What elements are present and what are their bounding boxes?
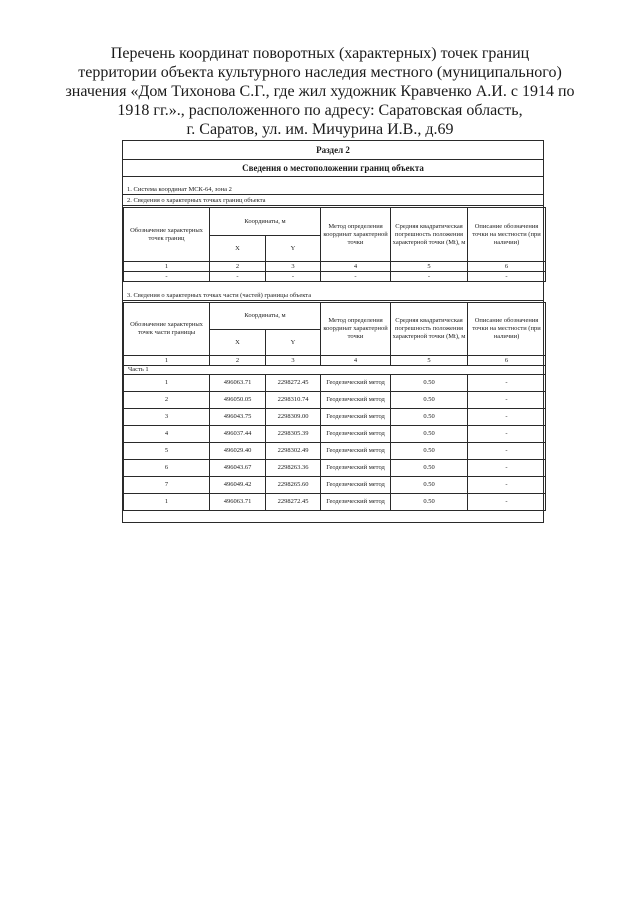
table-row [124,426,546,443]
header-method: Метод определения координат характерной точки [321,303,391,356]
error-cell: 0.50 [391,426,468,443]
method-cell: Геодезический метод [321,392,391,409]
description-cell: - [468,460,546,477]
point-cell: 4 [124,426,210,443]
column-number: 1 [124,356,210,366]
error-cell: 0.50 [391,460,468,477]
method-cell: Геодезический метод [321,426,391,443]
point-cell: 1 [124,375,210,392]
table2-caption: 3. Сведения о характерных точках части (частей) границы объекта [123,291,543,301]
error-cell: 0.50 [391,494,468,511]
title-line: 1918 гг.»., расположенного по адресу: Саратовская область, [117,102,523,119]
x-cell: 496029.40 [210,443,266,460]
method-cell: Геодезический метод [321,443,391,460]
x-cell: 496037.44 [210,426,266,443]
empty-cell: - [391,272,468,282]
title-line: г. Саратов, ул. им. Мичурина И.В., д.69 [186,121,454,138]
x-cell: 496063.71 [210,375,266,392]
column-number: 6 [468,356,546,366]
description-cell: - [468,494,546,511]
description-cell: - [468,409,546,426]
table-part-body [124,375,546,511]
column-number: 4 [321,262,391,272]
header-description: Описание обозначения точки на местности (при наличии) [468,303,546,356]
method-cell: Геодезический метод [321,494,391,511]
coordinate-system-line: 1. Система координат МСК-64, зона 2 [123,185,543,195]
table-row [124,443,546,460]
table-boundary-points [123,207,546,282]
empty-cell: - [124,272,210,282]
column-number: 3 [266,262,321,272]
method-cell: Геодезический метод [321,375,391,392]
error-cell: 0.50 [391,392,468,409]
title-line: значения «Дом Тихонова С.Г., где жил художник Кравченко А.И. с 1914 по [65,83,575,100]
table-row [124,460,546,477]
point-cell: 7 [124,477,210,494]
method-cell: Геодезический метод [321,477,391,494]
header-error: Средняя квадратическая погрешность положения характерной точки (Mt), м [391,303,468,356]
empty-cell: - [210,272,266,282]
column-number: 5 [391,356,468,366]
x-cell: 496043.75 [210,409,266,426]
description-cell: - [468,375,546,392]
empty-cell: - [321,272,391,282]
y-cell: 2298272.45 [266,375,321,392]
header-y: Y [266,330,321,356]
table-part-points [123,302,546,511]
x-cell: 496063.71 [210,494,266,511]
point-cell: 2 [124,392,210,409]
document-title [0,44,640,139]
description-cell: - [468,443,546,460]
table-row [124,375,546,392]
description-cell: - [468,426,546,443]
description-cell: - [468,477,546,494]
column-number: 4 [321,356,391,366]
x-cell: 496043.67 [210,460,266,477]
column-number: 5 [391,262,468,272]
column-number: 6 [468,262,546,272]
header-x: X [210,330,266,356]
header-description: Описание обозначения точки на местности (при наличии) [468,208,546,262]
y-cell: 2298310.74 [266,392,321,409]
error-cell: 0.50 [391,477,468,494]
section-subtitle: Сведения о местоположении границ объекта [123,159,543,177]
header-coords: Координаты, м [210,208,321,236]
header-coords: Координаты, м [210,303,321,330]
point-cell: 5 [124,443,210,460]
error-cell: 0.50 [391,375,468,392]
header-method: Метод определения координат характерной точки [321,208,391,262]
y-cell: 2298265.60 [266,477,321,494]
y-cell: 2298309.00 [266,409,321,426]
column-number: 2 [210,262,266,272]
section-frame [122,140,544,523]
method-cell: Геодезический метод [321,460,391,477]
column-number: 1 [124,262,210,272]
column-number: 3 [266,356,321,366]
header-y: Y [266,236,321,262]
header-error: Средняя квадратическая погрешность положения характерной точки (Mt), м [391,208,468,262]
table-row [124,477,546,494]
table1-caption: 2. Сведения о характерных точках границ объекта [123,196,543,206]
title-line: территории объекта культурного наследия местного (муниципального) [78,64,562,81]
point-cell: 3 [124,409,210,426]
header-x: X [210,236,266,262]
table-row [124,494,546,511]
part-label: Часть 1 [124,366,546,375]
x-cell: 496050.05 [210,392,266,409]
method-cell: Геодезический метод [321,409,391,426]
description-cell: - [468,392,546,409]
y-cell: 2298305.39 [266,426,321,443]
section-title: Раздел 2 [316,145,350,155]
y-cell: 2298263.36 [266,460,321,477]
point-cell: 6 [124,460,210,477]
error-cell: 0.50 [391,443,468,460]
table-row [124,392,546,409]
column-number: 2 [210,356,266,366]
header-point: Обозначение характерных точек границ [124,208,210,262]
y-cell: 2298302.49 [266,443,321,460]
empty-cell: - [468,272,546,282]
title-line: Перечень координат поворотных (характерных) точек границ [110,45,530,62]
table-row [124,409,546,426]
x-cell: 496049.42 [210,477,266,494]
y-cell: 2298272.45 [266,494,321,511]
header-point: Обозначение характерных точек части границы [124,303,210,356]
point-cell: 1 [124,494,210,511]
error-cell: 0.50 [391,409,468,426]
empty-cell: - [266,272,321,282]
